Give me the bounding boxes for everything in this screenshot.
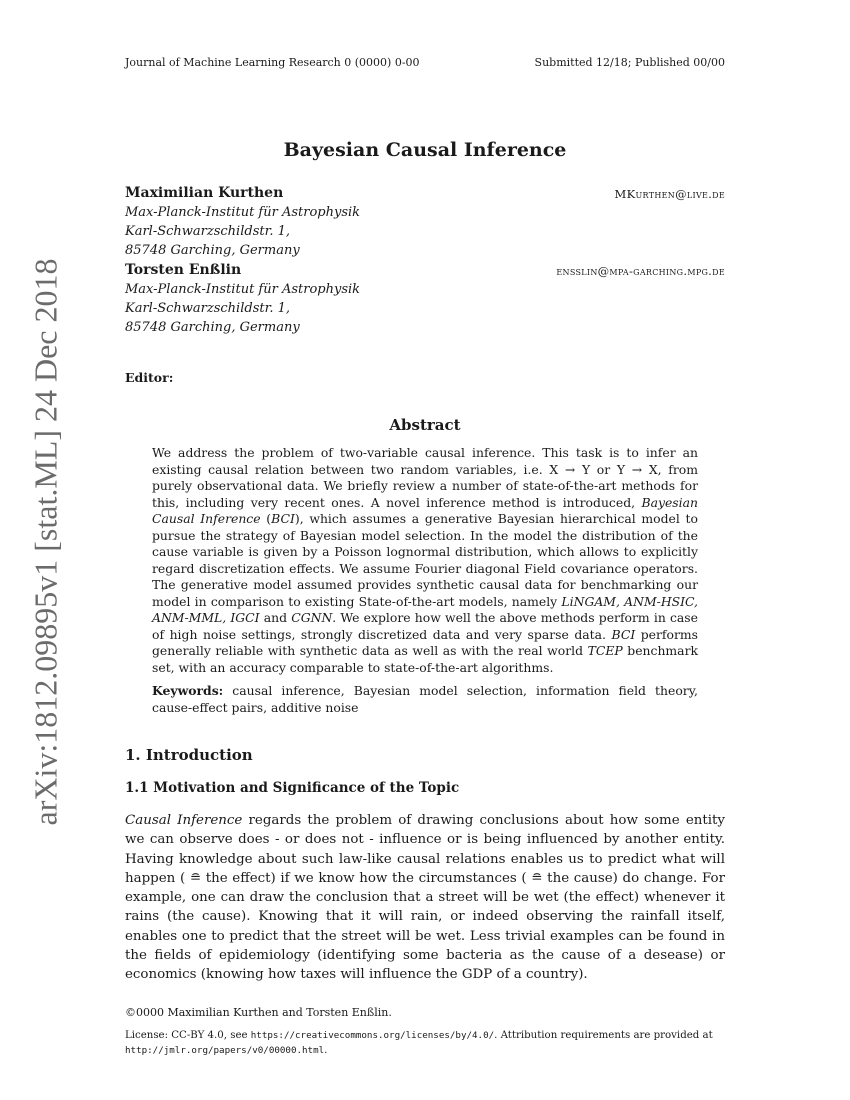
attribution-link[interactable]: http://jmlr.org/papers/v0/00000.html	[125, 1045, 325, 1056]
affiliation-line: Max-Planck-Institut für Astrophysik	[125, 205, 361, 220]
arxiv-id: arXiv:1812.09895v1 [stat.ML] 24 Dec 2018	[27, 258, 64, 826]
subsection-heading: 1.1 Motivation and Significance of the Topic	[125, 780, 460, 796]
author-name: Maximilian Kurthen	[125, 185, 284, 201]
keywords	[152, 683, 698, 716]
author-affiliation	[125, 280, 360, 337]
submission-dates: Submitted 12/18; Published 00/00	[534, 56, 725, 69]
affiliation-line: Max-Planck-Institut für Astrophysik	[125, 282, 361, 297]
keywords-label: Keywords:	[152, 683, 224, 698]
abstract-text: We address the problem of two-variable causal inference. This task is to infer an existing causal relation between two random variables, i.e. X → Y or Y → X, from purely observational data. We briefly review a number of state-of-the-art methods for this, including very recent ones. A novel inference method is introduced, Bayesian Causal Inference (BCI), which assumes a generative Bayesian hierarchical model to pursue the strategy of Bayesian model selection. In the model the distribution of the cause variable is given by a Poisson lognormal distribution, which allows to explicitly regard discretization effects. We assume Fourier diagonal Field covariance operators. The generative model assumed provides synthetic causal data for benchmarking our model in comparison to existing State-of-the-art models, namely LiNGAM, ANM-HSIC, ANM-MML, IGCI and CGNN. We explore how well the above methods perform in case of high noise settings, strongly discretized data and very sparse data. BCI performs generally reliable with synthetic data as well as with the real world TCEP benchmark set, with an accuracy comparable to state-of-the-art algorithms.	[152, 445, 699, 675]
section-heading: 1. Introduction	[125, 746, 253, 764]
affiliation-line: 85748 Garching, Germany	[125, 320, 300, 335]
intro-paragraph: Causal Inference regards the problem of drawing conclusions about how some entity we can observe does - or does not - influence or is being influenced by another entity. Having knowledge about such law-like causal relations enables us to predict what will happen ( ≘ the effect) if we know how the circumstances ( ≘ the cause) do change. For example, one can draw the conclusion that a street will be wet (the effect) whenever it rains (the cause). Knowing that it will rain, or indeed observing the rainfall itself, enables one to predict that the street will be wet. Less trivial examples can be found in the fields of epidemiology (identifying some bacteria as the cause of a desease) or economics (knowing how taxes will influence the GDP of a country).	[125, 813, 725, 983]
abstract-heading: Abstract	[389, 416, 461, 434]
affiliation-line: Karl-Schwarzschildstr. 1,	[125, 224, 291, 239]
author-email[interactable]: ensslin@mpa-garching.mpg.de	[556, 264, 725, 278]
author-affiliation	[125, 203, 360, 260]
journal-header: Journal of Machine Learning Research 0 (0000) 0-00	[125, 56, 420, 69]
author-name: Torsten Enßlin	[125, 262, 242, 278]
copyright-notice: ©0000 Maximilian Kurthen and Torsten Enßlin.	[125, 1006, 392, 1019]
license-notice: License: CC-BY 4.0, see https://creativecommons.org/licenses/by/4.0/. Attribution requirements are provided at http://jmlr.org/papers/v0/00000.html.	[125, 1030, 713, 1056]
affiliation-line: Karl-Schwarzschildstr. 1,	[125, 301, 291, 316]
keywords-text: causal inference, Bayesian model selection, information field theory, cause-effect pairs, additive noise	[152, 683, 698, 715]
affiliation-line: 85748 Garching, Germany	[125, 243, 300, 258]
author-email[interactable]: MKurthen@live.de	[614, 187, 725, 201]
editor-label: Editor:	[125, 370, 174, 385]
paper-title: Bayesian Causal Inference	[283, 139, 567, 161]
license-link[interactable]: https://creativecommons.org/licenses/by/4.0/	[250, 1030, 495, 1041]
